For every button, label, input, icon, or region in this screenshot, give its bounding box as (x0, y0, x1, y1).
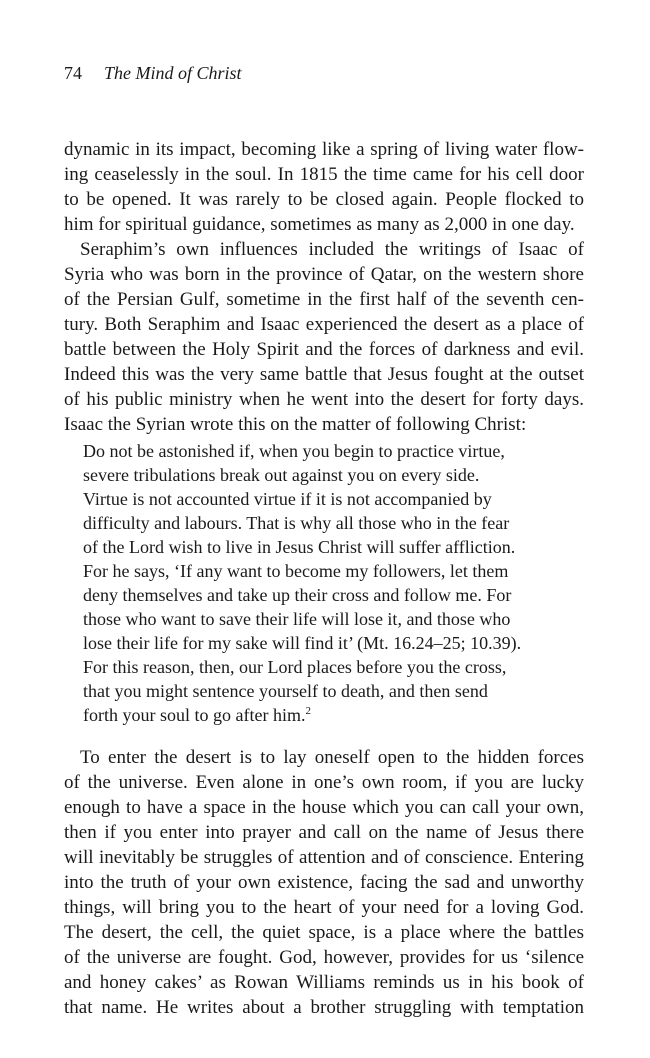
text-line: things, will bring you to the heart of your need for a loving God. (64, 897, 584, 918)
quote-line: severe tribulations break out against you on every side. (83, 465, 480, 485)
text-line: him for spiritual guidance, sometimes as many as 2,000 in one day. (64, 214, 575, 235)
text-line: of the Persian Gulf, sometime in the first half of the seventh cen- (64, 289, 584, 310)
text-line: and honey cakes’ as Rowan Williams reminds us in his book of (64, 972, 584, 993)
text-line: The desert, the cell, the quiet space, is a place where the battles (64, 922, 584, 943)
page-number: 74 (64, 63, 82, 83)
quote-line: difficulty and labours. That is why all those who in the fear (83, 513, 510, 533)
text-line: will inevitably be struggles of attention and of conscience. Entering (64, 847, 584, 868)
text-line: of the universe are fought. God, however, provides for us ‘silence (64, 947, 584, 968)
text-line: Syria who was born in the province of Qatar, on the western shore (64, 264, 584, 285)
paragraph-block-2 (64, 745, 584, 1020)
quote-line: lose their life for my sake will find it’ (Mt. 16.24–25; 10.39). (83, 633, 522, 653)
text-line: battle between the Holy Spirit and the forces of darkness and evil. (64, 339, 584, 360)
quote-line: Do not be astonished if, when you begin to practice virtue, (83, 441, 505, 461)
quote-line-text: forth your soul to go after him. (83, 705, 306, 725)
quote-line: those who want to save their life will lose it, and those who (83, 609, 511, 629)
quote-line: that you might sentence yourself to death, and then send (83, 681, 488, 701)
text-line: enough to have a space in the house which you can call your own, (64, 797, 584, 818)
text-line: of his public ministry when he went into the desert for forty days. (64, 389, 584, 410)
text-line: of the universe. Even alone in one’s own room, if you are lucky (64, 772, 584, 793)
paragraph-block-1 (64, 137, 584, 437)
quote-line: Virtue is not accounted virtue if it is not accompanied by (83, 489, 492, 509)
text-line: Indeed this was the very same battle that Jesus fought at the outset (64, 364, 584, 385)
quote-line: For he says, ‘If any want to become my followers, let them (83, 561, 509, 581)
quote-line-last (83, 703, 563, 727)
text-line: dynamic in its impact, becoming like a spring of living water flow- (64, 139, 584, 160)
text-line: into the truth of your own existence, facing the sad and unworthy (64, 872, 584, 893)
text-line: tury. Both Seraphim and Isaac experienced the desert as a place of (64, 314, 584, 335)
text-line: ing ceaselessly in the soul. In 1815 the time came for his cell door (64, 164, 584, 185)
quote-line: of the Lord wish to live in Jesus Christ will suffer affliction. (83, 537, 516, 557)
block-quote (83, 439, 563, 727)
running-head (64, 61, 242, 85)
quote-line: For this reason, then, our Lord places before you the cross, (83, 657, 507, 677)
running-title: The Mind of Christ (104, 63, 242, 83)
text-line: that name. He writes about a brother struggling with temptation (64, 997, 584, 1018)
text-line: to be opened. It was rarely to be closed again. People flocked to (64, 189, 584, 210)
text-line: To enter the desert is to lay oneself open to the hidden forces (80, 747, 584, 768)
text-line: Seraphim’s own influences included the writings of Isaac of (80, 239, 584, 260)
text-line: then if you enter into prayer and call on the name of Jesus there (64, 822, 584, 843)
footnote-marker: 2 (305, 705, 311, 717)
text-line: Isaac the Syrian wrote this on the matter of following Christ: (64, 414, 527, 435)
quote-line: deny themselves and take up their cross and follow me. For (83, 585, 512, 605)
